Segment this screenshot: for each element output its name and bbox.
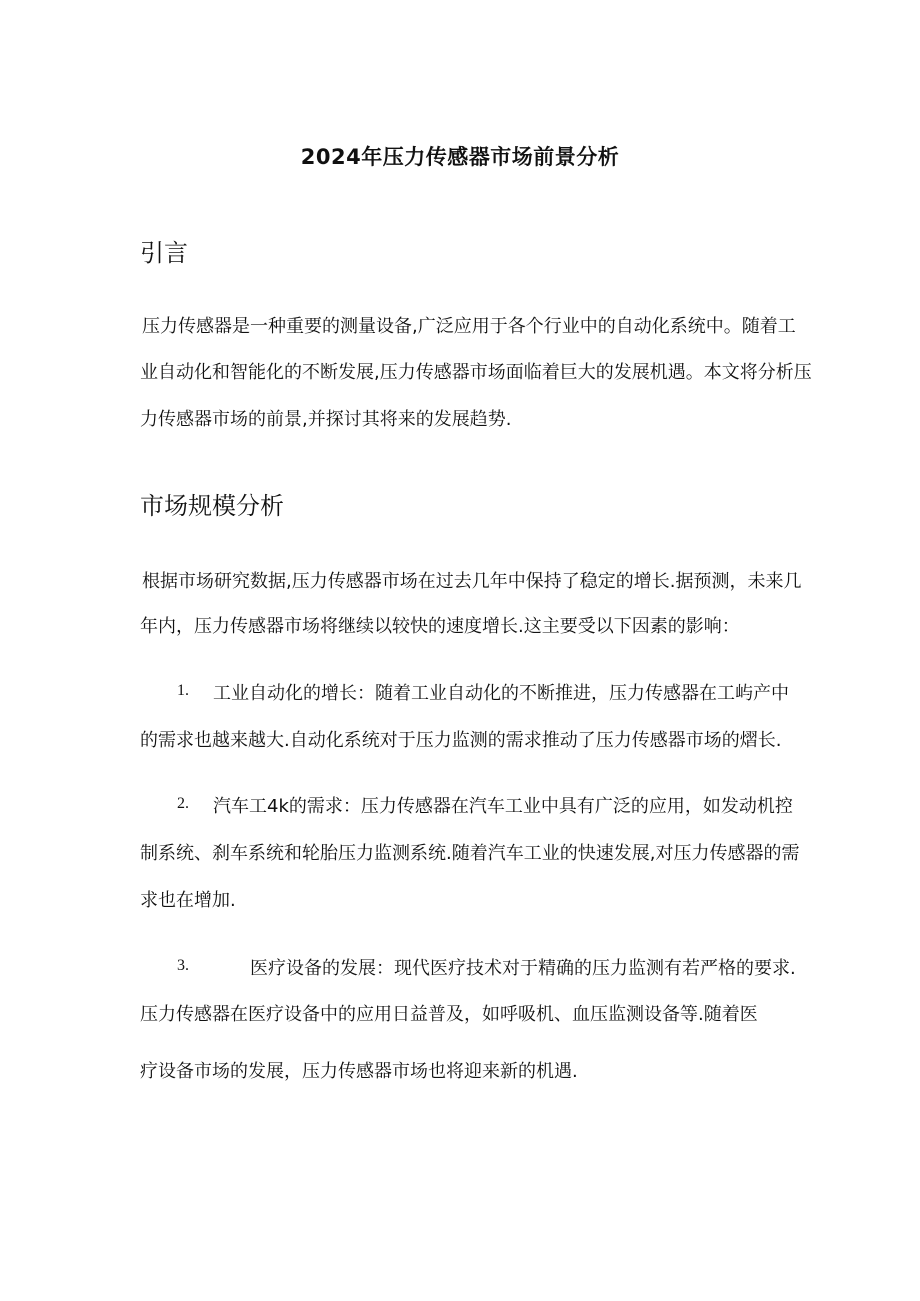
list-item-3-line-3: 疗设备市场的发展，压力传感器市场也将迎来新的机遇. — [140, 1061, 578, 1082]
intro-paragraph-line-1: 压力传感器是一种重要的测量设备,广泛应用于各个行业中的自动化系统中。随着工 — [142, 316, 796, 337]
list-item-number-3: 3. — [177, 957, 189, 974]
market-paragraph-line-1: 根据市场研究数据,压力传感器市场在过去几年中保持了稳定的增长.据预测，未来几 — [142, 571, 802, 592]
list-item-2-line-3: 求也在增加. — [140, 890, 236, 911]
document-title: 2024年压力传感器市场前景分析 — [300, 145, 620, 169]
list-item-2-line-1: 汽车工4k的需求：压力传感器在汽车工业中具有广泛的应用，如发动机控 — [213, 796, 793, 817]
list-item-3-line-1: 医疗设备的发展：现代医疗技术对于精确的压力监测有若严格的要求. — [250, 958, 796, 979]
section-heading-intro: 引言 — [140, 239, 188, 267]
section-heading-market-size: 市场规模分析 — [140, 492, 284, 520]
market-paragraph-line-2: 年内，压力传感器市场将继续以较快的速度增长.这主要受以下因素的影响： — [140, 616, 740, 637]
intro-paragraph-line-3: 力传感器市场的前景,并探讨其将来的发展趋势. — [140, 409, 512, 430]
list-item-number-2: 2. — [177, 795, 189, 812]
intro-paragraph-line-2: 业自动化和智能化的不断发展,压力传感器市场面临着巨大的发展机遇。本文将分析压 — [140, 362, 812, 383]
list-item-2-line-2: 制系统、刹车系统和轮胎压力监测系统.随着汽车工业的快速发展,对压力传感器的需 — [140, 843, 800, 864]
list-item-number-1: 1. — [177, 682, 189, 699]
list-item-1-line-2: 的需求也越来越大.自动化系统对于压力监测的需求推动了压力传感器市场的熠长. — [140, 730, 782, 751]
list-item-3-line-2: 压力传感器在医疗设备中的应用日益普及，如呼吸机、血压监测设备等.随着医 — [140, 1004, 758, 1025]
list-item-1-line-1: 工业自动化的增长：随着工业自动化的不断推进，压力传感器在工屿产中 — [213, 683, 789, 704]
